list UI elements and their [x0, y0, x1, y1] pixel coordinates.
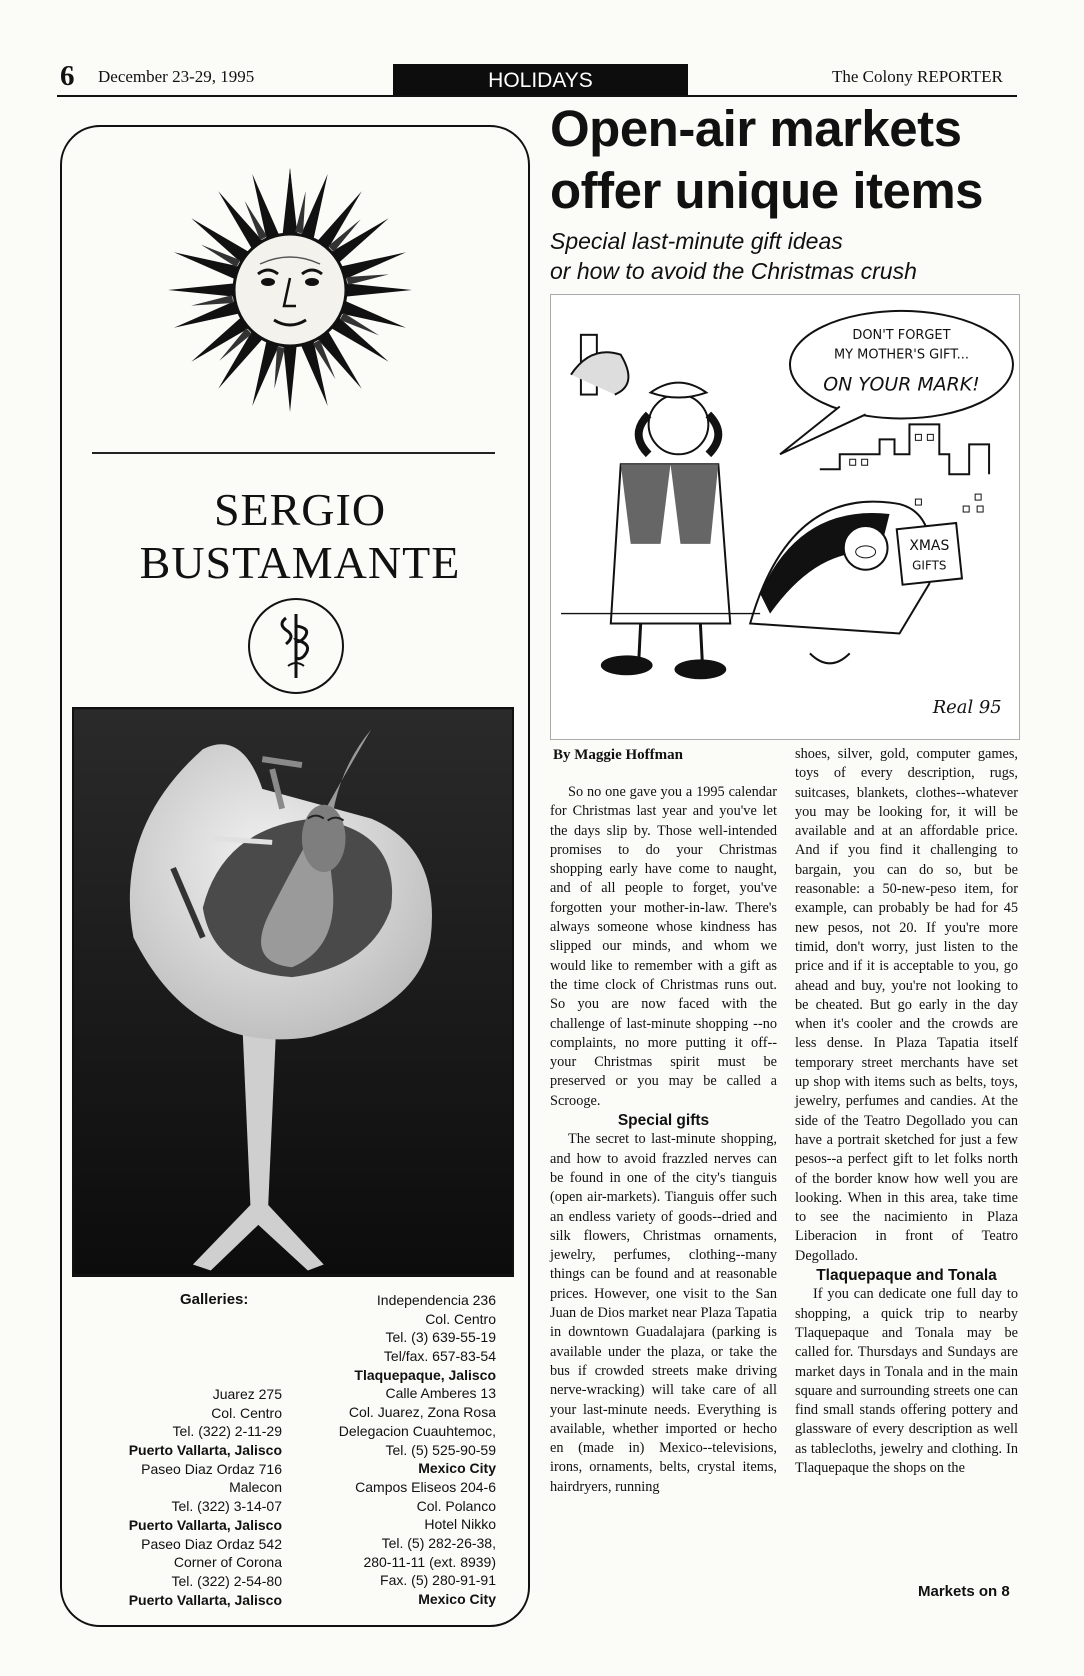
- gallery-address-line: Independencia 236: [376, 1292, 496, 1308]
- gallery-address-line: Tel. (3) 639-55-19: [385, 1329, 496, 1346]
- gallery-address-line: Fax. (5) 280-91-91: [380, 1572, 496, 1589]
- paragraph-2: The secret to last-minute shopping, and how to avoid frazzled nerves can be found in one of the city's tianguis (open air-markets). Tianguis offer such an endless variety of goods--dried and silk flowers, Christmas ornaments, jewelry, perfumes, clothing--many things can be found and at reasonable prices. However, one visit to the San Juan de Dios market near Plaza Tapatia in downtown Guadalajara (parking is available under the plaza, or take the bus if crowded streets make driving nerve-wracking) will take care of all your last-minute needs. Everything is available, whether imported or hecho en (made in) Mexico--televisions, irons, ornaments, belts, crystal items, hairdryers, running: [550, 1131, 777, 1495]
- gallery-address-line: Tel. (322) 2-11-29: [172, 1423, 282, 1440]
- gallery-address-line: Hotel Nikko: [424, 1516, 496, 1533]
- gallery-address-line: Tlaquepaque, Jalisco: [354, 1366, 496, 1383]
- continued-jump-line: Markets on 8: [918, 1583, 1010, 1600]
- gallery-address-line: Malecon: [229, 1479, 282, 1496]
- paragraph-4: If you can dedicate one full day to shopping, a quick trip to nearby Tlaquepaque and Tonala may be called for. Thursdays and Sundays are market days in Tonala and in the main square and surrounding streets one can find small stands offering pottery and glassware of every description as well as tablecloths, jewelry and clothing. In Tlaquepaque the shops on the: [795, 1286, 1018, 1476]
- gallery-address-line: Calle Amberes 13: [385, 1385, 496, 1402]
- gallery-address-line: Col. Polanco: [416, 1497, 496, 1514]
- deck-line-2: or how to avoid the Christmas crush: [550, 258, 917, 284]
- gallery-address-line: Tel. (5) 282-26-38,: [381, 1534, 496, 1551]
- galleries-label: Galleries:: [180, 1291, 249, 1308]
- issue-date: December 23-29, 1995: [98, 67, 255, 86]
- gallery-address-line: Col. Juarez, Zona Rosa: [348, 1404, 496, 1421]
- cartoon-illustration: [550, 294, 1020, 740]
- gallery-address-line: Juarez 275: [212, 1386, 282, 1402]
- page-number: 6: [60, 60, 75, 92]
- gallery-address-line: Mexico City: [418, 1460, 496, 1477]
- byline: By Maggie Hoffman: [553, 747, 683, 763]
- gallery-address-line: Tel. (5) 525-90-59: [385, 1441, 496, 1458]
- headline-line-2: offer unique items: [550, 162, 984, 219]
- article-column-2: [795, 745, 1018, 1478]
- header-rule: [57, 95, 1017, 97]
- section-label: HOLIDAYS: [393, 64, 688, 96]
- gallery-address-line: Puerto Vallarta, Jalisco: [128, 1591, 282, 1608]
- paragraph-3: shoes, silver, gold, computer games, toys of every description, rugs, suitcases, blankets, clothes--whatever you may be looking for, it will be available and at an affordable price. And if you find it challenging to bargain, you can do so, but be reasonable: a 50-new-peso item, for example, can probably be had for 45 new pesos, not 20. If you're more timid, don't worry, just listen to the price and if it is acceptable to you, go ahead and buy, you're not looking to be cheated. But go early in the day when it's cooler and the crowds are less dense. In Plaza Tapatia itself temporary street merchants have set up shop with items such as belts, toys, jewelry, perfumes and candies. At the side of the Teatro Degollado you can have a portrait sketched for just a few pesos--a perfect gift to let folks north of the border know how well you are looking. When in this area, take time to see the nacimiento in Plaza Liberacion in front of Teatro Degollado.: [795, 746, 1018, 1264]
- gallery-list-left: [90, 1385, 282, 1609]
- headline-line-1: Open-air markets: [550, 100, 962, 157]
- gallery-address-line: 280-11-11 (ext. 8939): [363, 1553, 496, 1570]
- artist-name: SERGIO BUSTAMANTE: [139, 484, 461, 588]
- cartoon-signature: Real 95: [932, 697, 1002, 719]
- gallery-address-line: Delegacion Cuauhtemoc,: [338, 1422, 496, 1439]
- gallery-address-line: Corner of Corona: [173, 1554, 282, 1571]
- sign-line-2: GIFTS: [912, 558, 947, 573]
- sun-face-logo: [160, 160, 420, 420]
- artist-monogram-logo: [246, 596, 346, 696]
- gallery-address-line: Puerto Vallarta, Jalisco: [128, 1442, 282, 1459]
- sculpture-photo: [72, 707, 514, 1277]
- gallery-address-line: Puerto Vallarta, Jalisco: [128, 1516, 282, 1533]
- subhead-special-gifts: Special gifts: [617, 1112, 710, 1130]
- gallery-address-line: Paseo Diaz Ordaz 716: [141, 1460, 282, 1477]
- newspaper-name: The Colony REPORTER: [832, 67, 1003, 86]
- gallery-address-line: Paseo Diaz Ordaz 542: [141, 1535, 282, 1552]
- gallery-address-line: Col. Centro: [425, 1310, 496, 1327]
- gallery-address-line: Mexico City: [418, 1591, 496, 1607]
- subhead-tlaquepaque: Tlaquepaque and Tonala: [816, 1267, 997, 1285]
- ad-divider: [92, 452, 495, 454]
- bubble-line-3: ON YOUR MARK!: [823, 373, 980, 396]
- gallery-address-line: Tel/fax. 657-83-54: [383, 1348, 496, 1365]
- gallery-address-line: Tel. (322) 2-54-80: [171, 1572, 282, 1589]
- article-column-1: [550, 783, 777, 1497]
- sign-line-1: XMAS: [909, 537, 950, 554]
- paragraph-1: So no one gave you a 1995 calendar for Christmas last year and you've let the days slip by. Those well-intended promises to do your Christmas shopping early have come to naught, and of all people to forget, you've forgotten your mother-in-law. There's always someone whose kindness has slipped our minds, and whom we would like to remember with a gift as the time clock of Christmas runs out. So you are now faced with the challenge of last-minute shopping --no complaints, no more putting it off--your Christmas spirit must be preserved or you may be called a Scrooge.: [550, 784, 777, 1109]
- gallery-address-line: Tel. (322) 3-14-07: [171, 1498, 282, 1515]
- bubble-line-1: DON'T FORGET: [852, 327, 951, 343]
- gallery-address-line: Col. Centro: [211, 1404, 282, 1421]
- article-deck: [550, 226, 1030, 286]
- gallery-list-right: [300, 1291, 496, 1609]
- gallery-address-line: Campos Eliseos 204-6: [355, 1478, 496, 1495]
- article-headline: [550, 98, 1030, 222]
- deck-line-1: Special last-minute gift ideas: [550, 228, 843, 254]
- bubble-line-2: MY MOTHER'S GIFT...: [833, 347, 969, 363]
